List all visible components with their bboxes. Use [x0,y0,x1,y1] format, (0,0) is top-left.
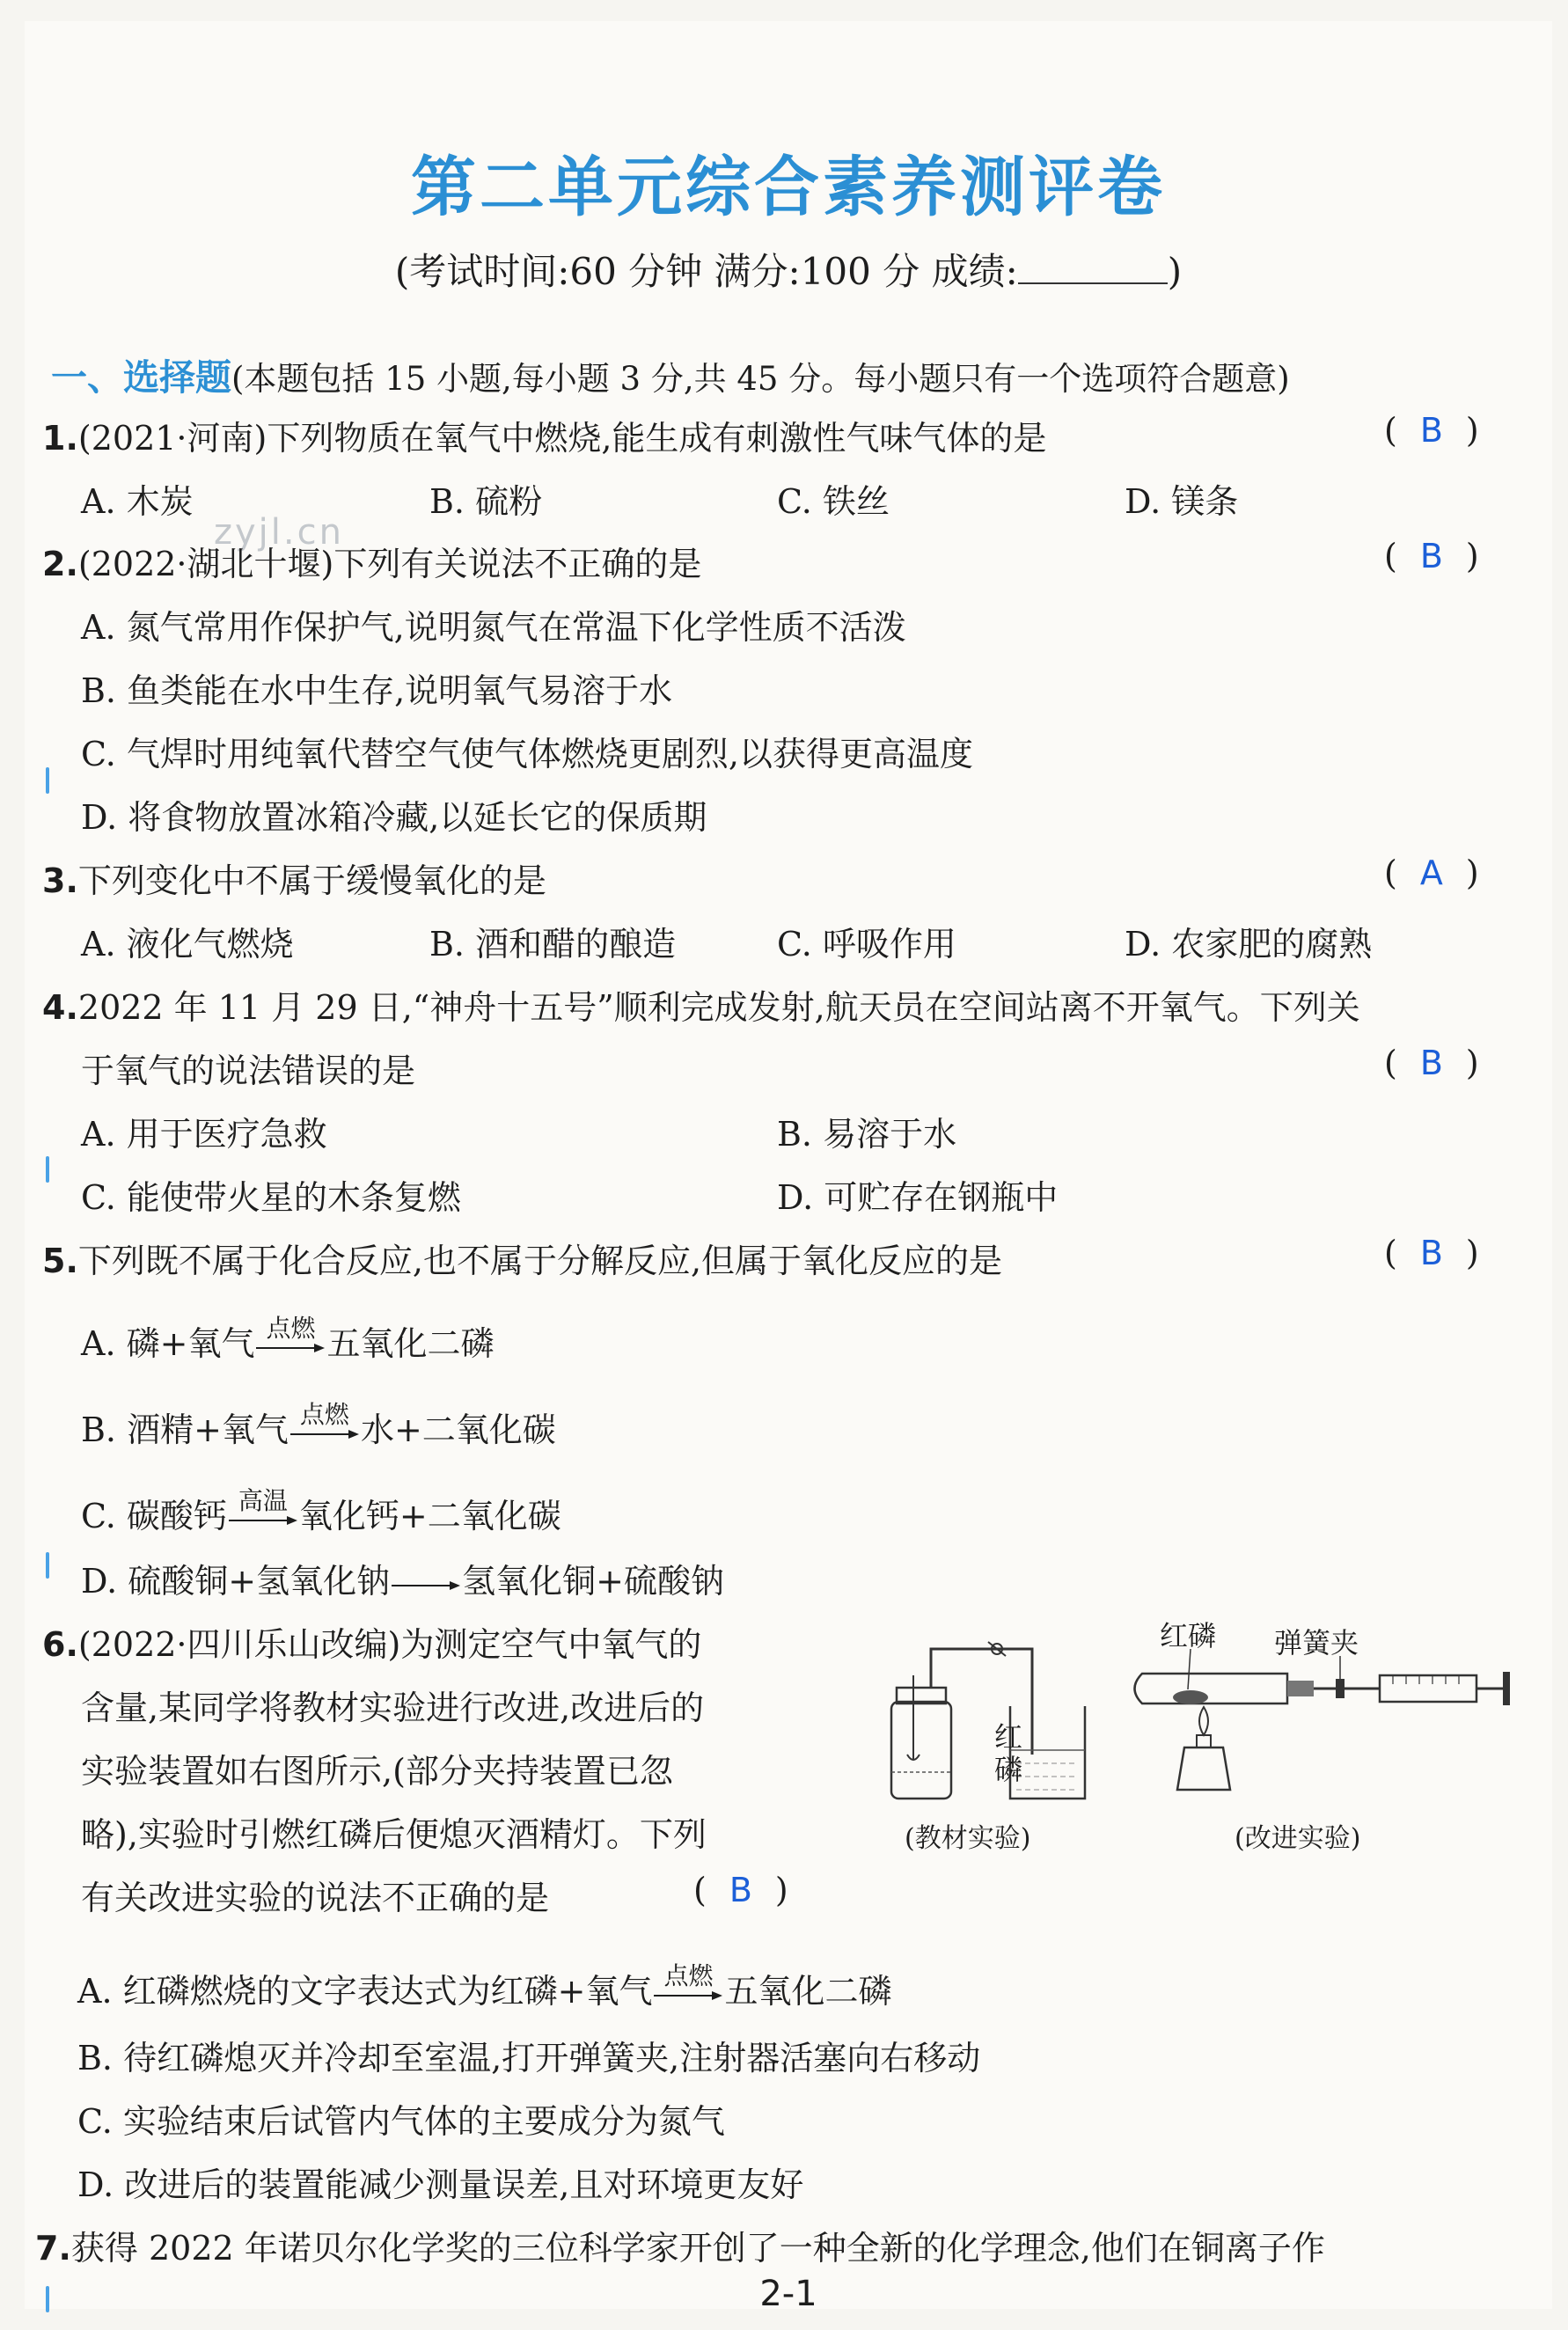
option: B. 鱼类能在水中生存,说明氧气易溶于水 [81,671,673,710]
question-number: 7. [35,2229,71,2268]
question-1-answer: ( B ) [1384,411,1479,450]
option: B. 酒和醋的酿造 [429,925,677,964]
alcohol-lamp [1177,1748,1230,1790]
reactants: B. 酒精+氧气 [81,1410,289,1449]
option: C. 能使带火星的木条复燃 [81,1178,461,1217]
question-text: (2022·湖北十堰)下列有关说法不正确的是 [77,545,702,583]
option: B. 易溶于水 [777,1115,957,1154]
reaction-arrow [654,1960,722,2006]
section-note: (本题包括 15 小题,每小题 3 分,共 45 分。每小题只有一个选项符合题意) [231,360,1290,398]
equation-option [81,1485,561,1537]
page-number: 2-1 [759,2274,817,2314]
question-text: 获得 2022 年诺贝尔化学奖的三位科学家开创了一种全新的化学理念,他们在铜离子作 [70,2229,1325,2268]
arrow-icon [256,1343,325,1353]
question-5-stem [42,1234,1002,1282]
question-number: 2. [42,545,78,583]
reactants: D. 硫酸铜+氢氧化钠 [81,1562,391,1601]
question-2-answer: ( B ) [1384,537,1479,575]
question-6-stem-line: 含量,某同学将教材实验进行改进,改进后的 [81,1689,705,1727]
products: 氢氧化铜+硫酸钠 [462,1562,724,1601]
flame-icon [1199,1707,1208,1735]
question-7-stem [35,2221,1325,2269]
arrow-icon [654,1990,722,2001]
question-text: 下列变化中不属于缓慢氧化的是 [77,861,546,900]
reactants: C. 碳酸钙 [81,1497,227,1535]
option: A. 木炭 [81,482,194,521]
question-2-stem [42,537,701,585]
margin-mark [46,767,49,794]
reaction-condition: 点燃 [299,1399,349,1429]
rubber-stopper [1287,1681,1314,1696]
answer-letter: B [1419,537,1443,575]
margin-mark [46,1156,49,1183]
spring-clip-icon [1336,1679,1345,1698]
exam-info-close: ) [1167,250,1183,293]
figure-label: 红磷 [1160,1619,1217,1652]
figure-label: 弹簧夹 [1274,1626,1359,1660]
arrow-icon [290,1429,359,1440]
page-title: 第二单元综合素养测评卷 [411,150,1166,225]
option: A. 用于医疗急救 [81,1115,327,1154]
figure-label: 红 [994,1720,1023,1754]
question-5-answer: ( B ) [1384,1234,1479,1272]
option: D. 改进后的装置能减少测量误差,且对环境更友好 [77,2165,804,2204]
figure-caption: (改进实验) [1235,1823,1361,1854]
option: D. 镁条 [1125,482,1239,521]
gas-bottle [891,1702,951,1799]
equation-option [81,1399,556,1451]
question-4-stem [42,980,1360,1029]
answer-letter: B [1419,1234,1443,1272]
margin-mark [46,1552,49,1579]
exam-info [25,243,1552,296]
reactants: A. 红磷燃烧的文字表达式为红磷+氧气 [77,1972,653,2011]
option: C. 呼吸作用 [777,925,956,964]
red-phosphorus [1173,1690,1208,1704]
reaction-condition: 点燃 [266,1313,316,1343]
question-6-stem-line: 略),实验时引燃红磷后便熄灭酒精灯。下列 [81,1815,707,1854]
question-6-stem-line: 实验装置如右图所示,(部分夹持装置已忽 [81,1752,673,1791]
section-heading: 一、选择题 [51,356,231,399]
question-number: 4. [42,988,78,1027]
question-6-stem-line [42,1617,701,1666]
arrow-icon [392,1580,460,1591]
reaction-condition: 点燃 [663,1960,714,1990]
question-number: 5. [42,1242,78,1280]
improved-apparatus-figure [1125,1649,1520,1799]
arrow-icon [229,1515,297,1526]
answer-letter: B [1419,1044,1443,1082]
products: 五氧化二磷 [724,1972,892,2011]
option: C. 铁丝 [777,482,890,521]
option: D. 农家肥的腐熟 [1125,925,1373,964]
option: A. 氮气常用作保护气,说明氮气在常温下化学性质不活泼 [81,608,906,647]
exam-info-text: (考试时间:60 分钟 满分:100 分 成绩: [394,250,1018,293]
equation-option [81,1313,495,1365]
equation-option [77,1960,892,2012]
question-number: 3. [42,861,78,900]
question-text: 2022 年 11 月 29 日,“神舟十五号”顺利完成发射,航天员在空间站离不开氧气。下列关 [77,988,1360,1027]
reaction-arrow [229,1485,297,1531]
option: A. 液化气燃烧 [81,925,294,964]
section-header [51,348,1290,400]
question-3-stem [42,854,546,902]
figure-caption: (教材实验) [905,1823,1031,1854]
question-text: 下列既不属于化合反应,也不属于分解反应,但属于氧化反应的是 [77,1242,1003,1280]
reaction-arrow [256,1313,325,1359]
question-4-answer: ( B ) [1384,1044,1479,1082]
option: B. 硫粉 [429,482,543,521]
option: C. 实验结束后试管内气体的主要成分为氮气 [77,2102,725,2141]
reaction-condition: 高温 [238,1485,288,1515]
reactants: A. 磷+氧气 [81,1324,255,1363]
option: D. 可贮存在钢瓶中 [777,1178,1059,1217]
question-6-stem-line: 有关改进实验的说法不正确的是 [81,1879,550,1917]
question-4-stem-cont: 于氧气的说法错误的是 [81,1051,416,1090]
equation-option [81,1554,724,1602]
products: 氧化钙+二氧化碳 [298,1497,561,1535]
watermark: zyjl.cn [214,512,344,553]
question-1-stem [42,411,1046,459]
option: C. 气焊时用纯氧代替空气使气体燃烧更剧烈,以获得更高温度 [81,735,973,773]
syringe-barrel [1380,1675,1476,1702]
answer-letter: A [1419,854,1443,892]
products: 五氧化二磷 [326,1324,495,1363]
reaction-arrow [290,1399,359,1445]
exam-page [25,21,1552,2314]
figure-label: 磷 [994,1753,1023,1786]
answer-letter: B [729,1871,752,1909]
score-blank [1018,253,1168,284]
question-6-answer: ( B ) [693,1871,788,1909]
question-3-answer: ( A ) [1384,854,1479,892]
question-number: 1. [42,419,78,458]
test-tube [1135,1674,1288,1704]
question-text: (2021·河南)下列物质在氧气中燃烧,能生成有刺激性气味气体的是 [77,419,1047,458]
option: D. 将食物放置冰箱冷藏,以延长它的保质期 [81,798,707,837]
option: B. 待红磷熄灭并冷却至室温,打开弹簧夹,注射器活塞向右移动 [77,2039,981,2077]
question-number: 6. [42,1625,78,1664]
question-text: (2022·四川乐山改编)为测定空气中氧气的 [77,1625,702,1664]
reaction-arrow [392,1573,460,1596]
answer-letter: B [1419,411,1443,450]
products: 水+二氧化碳 [360,1410,556,1449]
